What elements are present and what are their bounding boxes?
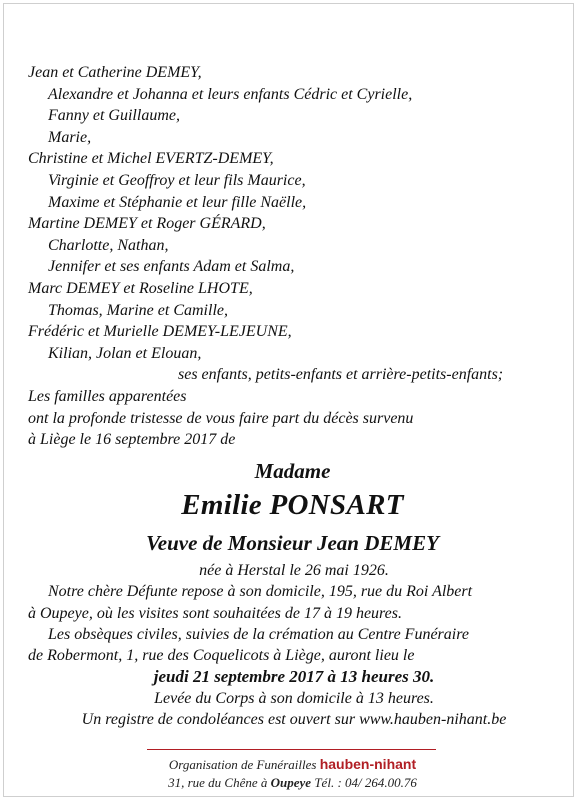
family-line: Christine et Michel EVERTZ-DEMEY, — [28, 150, 274, 168]
family-line: Jennifer et ses enfants Adam et Salma, — [48, 258, 295, 276]
organizer-line — [4, 756, 577, 773]
rest-line-1: Notre chère Défunte repose à son domicile, 195, rue du Roi Albert — [48, 583, 473, 601]
family-line: Maxime et Stéphanie et leur fille Naëlle, — [48, 193, 307, 211]
funeral-line-1: Les obsèques civiles, suivies de la crémation au Centre Funéraire — [48, 625, 469, 643]
levee-line: Levée du Corps à son domicile à 13 heures. — [154, 689, 434, 707]
widow-of-line: Veuve de Monsieur Jean DEMEY — [146, 531, 439, 555]
family-line: Marie, — [48, 128, 92, 146]
address-town: Oupeye — [270, 775, 312, 790]
family-line: Jean et Catherine DEMEY, — [28, 64, 202, 81]
family-line: ses enfants, petits-enfants et arrière-petits-enfants; — [178, 366, 504, 384]
address-street: 31, rue du Chêne à — [168, 775, 268, 790]
birth-line: née à Herstal le 26 mai 1926. — [199, 562, 389, 579]
family-line: Martine DEMEY et Roger GÉRARD, — [28, 215, 266, 233]
family-line: ont la profonde tristesse de vous faire part du décès survenu — [28, 409, 414, 427]
funeral-details — [28, 560, 560, 730]
organizer-prefix: Organisation de Funérailles — [168, 757, 317, 772]
family-line: Fanny et Guillaume, — [48, 107, 180, 125]
register-line: Un registre de condoléances est ouvert sur www.hauben-nihant.be — [81, 711, 507, 729]
footer-divider — [147, 749, 436, 750]
family-line: Charlotte, Nathan, — [48, 236, 169, 254]
family-line: à Liège le 16 septembre 2017 de — [28, 431, 236, 449]
family-list — [28, 62, 503, 451]
family-line: Les familles apparentées — [28, 387, 187, 405]
deceased-title: Madame — [254, 459, 331, 483]
rest-line-2: à Oupeye, où les visites sont souhaitées de 17 à 19 heures. — [28, 604, 403, 622]
family-line: Kilian, Jolan et Elouan, — [48, 344, 202, 362]
family-line: Marc DEMEY et Roseline LHOTE, — [28, 279, 253, 297]
obituary-card — [3, 3, 574, 797]
family-line: Thomas, Marine et Camille, — [48, 301, 228, 319]
family-line: Frédéric et Murielle DEMEY-LEJEUNE, — [28, 323, 292, 341]
funeral-line-2: de Robermont, 1, rue des Coquelicots à Liège, auront lieu le — [28, 647, 415, 665]
family-line: Virginie et Geoffroy et leur fils Maurice, — [48, 171, 306, 189]
address-line — [4, 775, 577, 791]
brand-logo-text: hauben-nihant — [319, 756, 417, 772]
family-line: Alexandre et Johanna et leurs enfants Cédric et Cyrielle, — [48, 85, 413, 103]
funeral-date: jeudi 21 septembre 2017 à 13 heures 30. — [153, 667, 435, 687]
address-phone: Tél. : 04/ 264.00.76 — [314, 775, 417, 790]
deceased-name: Emilie PONSART — [181, 489, 404, 521]
